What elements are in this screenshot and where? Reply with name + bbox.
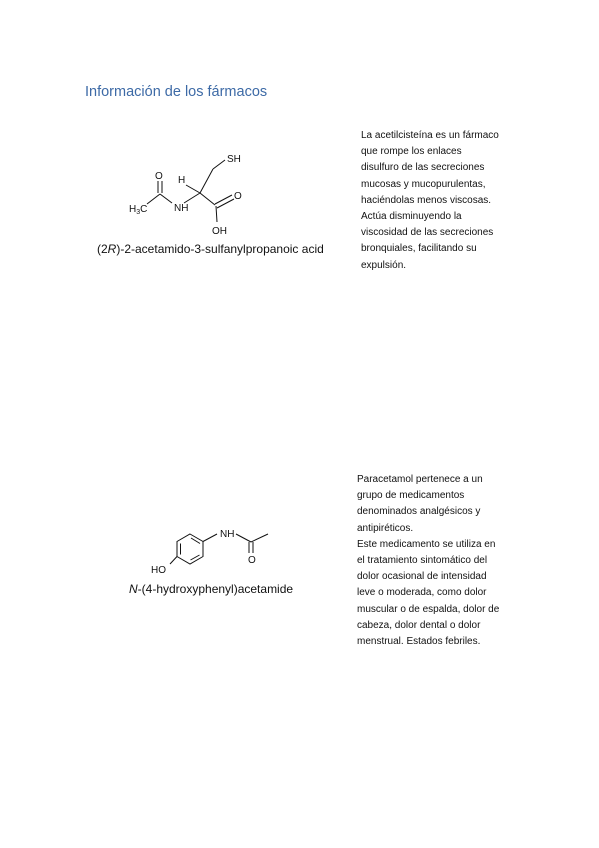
- bond-carboxyl-o-2: [217, 199, 234, 208]
- description-line: Este medicamento se utiliza en: [357, 538, 496, 550]
- acetylcysteine-structure: [120, 145, 260, 237]
- atom-label-oh: OH: [212, 226, 227, 237]
- page-heading: Información de los fármacos: [85, 84, 268, 100]
- description-line: disulfuro de las secreciones: [361, 162, 485, 174]
- description-line: expulsión.: [361, 259, 407, 271]
- acetylcysteine-description: [361, 128, 499, 274]
- atom-label-nh: NH: [220, 529, 235, 540]
- bond-carbonyl-methyl: [147, 194, 160, 204]
- description-line: que rompe los enlaces: [361, 146, 462, 158]
- description-line: muscular o de espalda, dolor de: [357, 603, 500, 615]
- bond-n-carbonyl: [160, 194, 172, 203]
- paracetamol-description: [357, 472, 499, 650]
- atom-label-nh: NH: [174, 203, 189, 214]
- bond-carboxyl-o-1: [215, 195, 232, 204]
- description-line: el tratamiento sintomático del: [357, 555, 488, 567]
- description-line: menstrual. Estados febriles.: [357, 636, 481, 648]
- description-line: La acetilcisteína es un fármaco: [361, 130, 499, 141]
- bond-ring-oh: [170, 557, 177, 565]
- bond-carboxyl-oh: [216, 206, 217, 222]
- bond-carbonyl-methyl: [251, 534, 268, 542]
- paracetamol-structure: [145, 520, 285, 580]
- atom-label-h: H: [178, 175, 186, 186]
- description-line: haciéndolas menos viscosas.: [361, 194, 492, 206]
- atom-label-o-top: O: [155, 171, 163, 182]
- description-line: viscosidad de las secreciones: [361, 227, 494, 239]
- atom-label-ho: HO: [151, 565, 166, 576]
- description-line: mucosas y mucopurulentas,: [361, 178, 486, 190]
- description-line: denominados analgésicos y: [357, 506, 481, 518]
- bond-n-carbonyl: [236, 534, 251, 542]
- atom-label-sh: SH: [227, 154, 241, 165]
- atom-label-o: O: [248, 555, 256, 566]
- paracetamol-iupac-name: N-(4-hydroxyphenyl)acetamide: [129, 582, 294, 596]
- bond-calpha-ch2: [200, 169, 213, 193]
- bond-calpha-n: [184, 193, 200, 203]
- bond-calpha-h: [186, 185, 200, 193]
- description-line: grupo de medicamentos: [357, 490, 465, 502]
- atom-label-methyl: $H_3C$: [129, 204, 148, 216]
- bond-ch2-s: [213, 160, 225, 169]
- description-line: leve o moderada, como dolor: [357, 587, 487, 599]
- bond-ring-n: [203, 534, 217, 542]
- acetylcysteine-iupac-name: (2R)-2-acetamido-3-sulfanylpropanoic acid: [97, 242, 324, 256]
- description-line: cabeza, dolor dental o dolor: [357, 619, 481, 631]
- description-line: antipiréticos.: [357, 522, 414, 534]
- bond-calpha-cooh: [200, 193, 215, 205]
- description-line: Actúa disminuyendo la: [361, 211, 462, 223]
- description-line: bronquiales, facilitando su: [361, 243, 477, 255]
- atom-label-o-right: O: [234, 191, 242, 202]
- description-line: dolor ocasional de intensidad: [357, 571, 487, 583]
- description-line: Paracetamol pertenece a un: [357, 474, 483, 485]
